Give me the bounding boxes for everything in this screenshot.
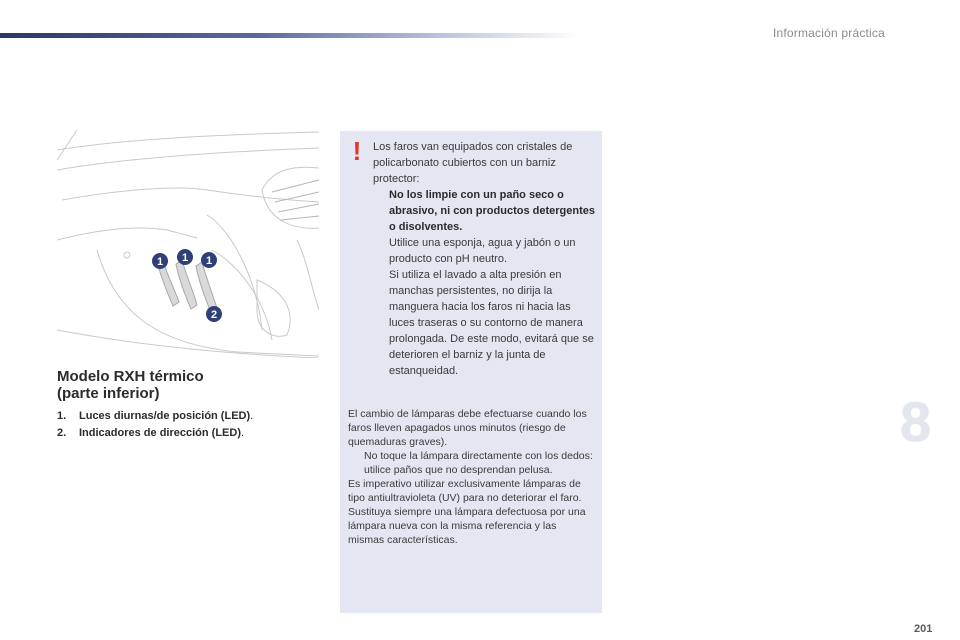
callout-2: 2	[210, 309, 218, 321]
callout-1a: 1	[156, 256, 164, 268]
warning-bullet	[373, 235, 595, 267]
bullet-glyph	[373, 235, 389, 267]
lamp-note	[348, 407, 594, 547]
car-front-illustration	[57, 130, 319, 358]
model-heading-line2: (parte inferior)	[57, 385, 160, 402]
lamp-note-intro: El cambio de lámparas debe efectuarse cuando los faros lleven apagados unos minutos (riesgo de quemaduras graves).	[348, 408, 587, 448]
warning-bullet-text: No los limpie con un paño seco o abrasivo, ni con productos detergentes o disolventes.	[389, 189, 595, 233]
legend-number: 1.	[57, 410, 67, 422]
lamp-note-bullet-text: No toque la lámpara directamente con los dedos: utilice paños que no desprendan pelusa.	[364, 450, 593, 476]
warning-bullet	[373, 267, 595, 379]
warning-bullet	[373, 187, 595, 235]
warning-intro: Los faros van equipados con cristales de policarbonato cubiertos con un barniz protector:	[373, 141, 573, 185]
lamp-note-bullet	[348, 449, 594, 477]
model-heading	[57, 368, 287, 402]
exclamation-icon: !	[352, 136, 362, 166]
bullet-glyph	[373, 267, 389, 379]
callout-1b: 1	[181, 252, 189, 264]
legend-list	[57, 408, 327, 442]
bullet-glyph	[348, 449, 364, 477]
callout-1c: 1	[205, 255, 213, 267]
section-title: Información práctica	[772, 26, 885, 40]
legend-item	[57, 425, 327, 442]
lamp-note-para: Sustituya siempre una lámpara defectuosa por una lámpara nueva con la misma referencia y las mismas características.	[348, 506, 586, 546]
warning-bullet-text: Utilice una esponja, agua y jabón o un producto con pH neutro.	[389, 237, 576, 265]
note-box	[340, 131, 602, 613]
legend-text: Luces diurnas/de posición (LED)	[79, 410, 251, 422]
legend-item	[57, 408, 327, 425]
header-accent-bar	[0, 33, 580, 38]
legend-suffix: .	[250, 410, 254, 422]
chapter-number: 8	[900, 390, 932, 453]
model-heading-line1: Modelo RXH térmico	[57, 368, 204, 385]
legend-number: 2.	[57, 427, 67, 439]
page-number: 201	[914, 623, 933, 635]
legend-text: Indicadores de dirección (LED)	[79, 427, 241, 439]
legend-suffix: .	[240, 427, 245, 439]
lamp-note-para: Es imperativo utilizar exclusivamente lámparas de tipo antiultravioleta (UV) para no deteriorar el faro.	[348, 478, 582, 504]
warning-text	[373, 139, 595, 379]
warning-bullet-text: Si utiliza el lavado a alta presión en manchas persistentes, no dirija la manguera hacia los faros ni hacia las luces traseras o su contorno de manera prolongada. De este modo, evitará que se deterioren el barniz y la junta de estanqueidad.	[389, 269, 594, 377]
bullet-glyph	[373, 187, 389, 235]
